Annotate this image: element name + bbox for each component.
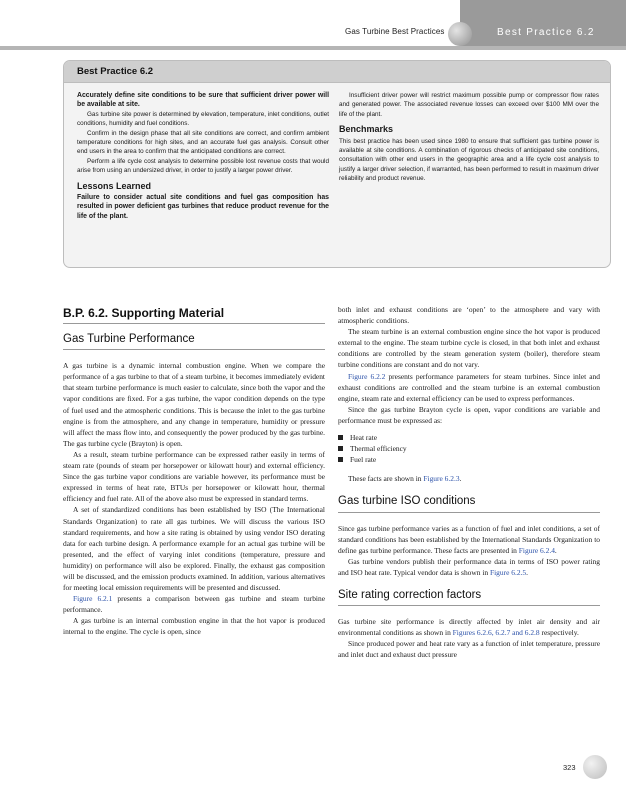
- list-item: Thermal efficiency: [338, 443, 600, 454]
- list-item: Heat rate: [338, 432, 600, 443]
- section-heading: B.P. 6.2. Supporting Material: [63, 308, 325, 324]
- figure-link[interactable]: Figure 6.2.1: [73, 594, 113, 604]
- body-paragraph: A gas turbine is an internal combustion engine in that the hot vapor is produced internal to the engine. The cycle is open, since: [63, 616, 325, 637]
- figure-link[interactable]: Figure 6.2.3: [423, 474, 460, 484]
- body-paragraph: Since the gas turbine Brayton cycle is open, vapor conditions are variable and performance must be expressed as:: [338, 404, 600, 425]
- section-tab: [460, 0, 626, 46]
- body-paragraph: Gas turbine vendors publish their performance data in terms of ISO power rating and ISO heat rate. Typical vendor data is shown in Figure 6.2.5.: [338, 556, 600, 577]
- box-paragraph: Perform a life cycle cost analysis to determine possible lost revenue costs that would arise from using an undersized driver, in order to justify a larger power driver.: [77, 157, 329, 175]
- box-right-column: [339, 91, 599, 184]
- box-paragraph: Confirm in the design phase that all site conditions are correct, and confirm ambient temperature conditions for high sites, and an accurate fuel gas analysis. Consult other end users in the area to confirm that the anticipated conditions are correct.: [77, 129, 329, 156]
- subheading-iso-conditions: Gas turbine ISO conditions: [338, 496, 600, 512]
- page-number: 323: [563, 763, 576, 772]
- benchmarks-heading: Benchmarks: [339, 124, 394, 135]
- figure-link[interactable]: Figures 6.2.6, 6.2.7 and 6.2.8: [452, 628, 540, 638]
- body-paragraph: These facts are shown in Figure 6.2.3.: [348, 474, 462, 484]
- box-title: Best Practice 6.2: [77, 66, 154, 77]
- body-paragraph: Since gas turbine performance varies as a function of fuel and inlet conditions, a set of standard conditions has been established by the International Standards Organization to define gas turbine performance. These facts are presented in Figure 6.2.4.: [338, 523, 600, 555]
- section-tab-label: Best Practice 6.2: [497, 27, 595, 38]
- lessons-text: Failure to consider actual site conditions and fuel gas composition has resulted in power deficient gas turbines that reduce product revenue for the life of the plant.: [77, 194, 329, 220]
- body-left-column: [63, 300, 325, 638]
- box-left-column: [77, 91, 329, 221]
- body-paragraph: A set of standardized conditions has been established by ISO (The International Standards Organization) to rate all gas turbines. We will discuss the various ISO standard requirements, and how a site rating is obtained by using vendor ISO derating data for each turbine design. A performance example for an actual gas turbine will be presented, and the effect of varying inlet conditions (temperature, pressure and humidity) on performance will also be explored. Finally, the exhaust gas composition will be discussed, and the emission products examined. In addition, various alternatives for meeting local emission requirements will be presented and discussed.: [63, 505, 325, 593]
- box-paragraph: Gas turbine site power is determined by elevation, temperature, inlet conditions, outlet conditions, humidity and fuel conditions.: [77, 110, 329, 128]
- body-right-column: [338, 304, 600, 660]
- header-rule: [0, 46, 626, 50]
- facts-list: [338, 432, 600, 465]
- box-lead: Accurately define site conditions to be sure that sufficient driver power will be available at site.: [77, 92, 329, 109]
- body-paragraph: Figure 6.2.2 presents performance parameters for steam turbines. Since inlet and exhaust conditions are controlled and the steam turbine is an external combustion engine, steam rate and external efficiency can be used to express performances.: [338, 371, 600, 403]
- list-item: Fuel rate: [338, 454, 600, 465]
- running-title: Gas Turbine Best Practices: [345, 27, 445, 36]
- body-paragraph: As a result, steam turbine performance can be expressed rather easily in terms of steam rate (pounds of steam per horsepower or kilowatt hour) and external efficiency. Since the gas turbine vapor conditions are variable however, its performance must be expressed in terms of heat rate, BTUs per horsepower or kilowatt hour, thermal efficiency and fuel rate. All of the above also must be expressed in standard terms.: [63, 449, 325, 504]
- lessons-heading: Lessons Learned: [77, 180, 152, 191]
- header-circle-ornament: [448, 22, 472, 46]
- body-paragraph: Figure 6.2.1 presents a comparison between gas turbine and steam turbine performance.: [63, 594, 325, 615]
- body-paragraph: A gas turbine is a dynamic internal combustion engine. When we compare the performance of a gas turbine to that of a steam turbine, it becomes immediately evident that steam turbine performance is much easier to calculate, since both the vapor and the vapor conditions are fixed. For a gas turbine, the vapor condition depends on the type of fuel used and the atmospheric conditions. This is because the inlet to the gas turbine engine is from the atmosphere, and any change in temperature, humidity or pressure will affect the mass flow into, and consequently the power produced by the gas turbine. The gas turbine cycle (Brayton) is open.: [63, 361, 325, 448]
- page-circle-ornament: [583, 755, 607, 779]
- benchmarks-text: This best practice has been used since 1980 to ensure that sufficient gas turbine power is available at site conditions. A combination of rigorous checks of anticipated site conditions, consultation with other end users in the geographic area and a life cycle cost analysis to justify a larger driver selection, if warranted, has been performed to result in maximum driver reliability and product revenue.: [339, 137, 599, 183]
- best-practice-box: [63, 60, 611, 268]
- body-paragraph: The steam turbine is an external combustion engine since the hot vapor is produced external to the engine. The steam turbine cycle is closed, in that both inlet and exhaust conditions are controlled by the steam generation system (boiler), therefore steam turbine conditions are constant and do not vary.: [338, 327, 600, 370]
- subheading-gas-turbine-performance: Gas Turbine Performance: [63, 334, 325, 350]
- header-bar: [0, 0, 460, 46]
- figure-link[interactable]: Figure 6.2.4: [518, 545, 555, 555]
- body-paragraph: both inlet and exhaust conditions are ‘open’ to the atmosphere and vary with atmospheric conditions.: [338, 305, 600, 326]
- figure-link[interactable]: Figure 6.2.2: [348, 371, 386, 381]
- figure-link[interactable]: Figure 6.2.5: [489, 567, 527, 577]
- body-paragraph: Since produced power and heat rate vary as a function of inlet temperature, pressure and inlet duct and exhaust duct pressure: [338, 639, 600, 660]
- body-paragraph: Gas turbine site performance is directly affected by inlet air density and air environmental conditions as shown in Figures 6.2.6, 6.2.7 and 6.2.8 respectively.: [338, 617, 600, 638]
- subheading-site-rating: Site rating correction factors: [338, 590, 600, 606]
- box-paragraph: Insufficient driver power will restrict maximum possible pump or compressor flow rates and generated power. The associated revenue losses can exceed over $100 MM over the life of the plant.: [339, 92, 599, 118]
